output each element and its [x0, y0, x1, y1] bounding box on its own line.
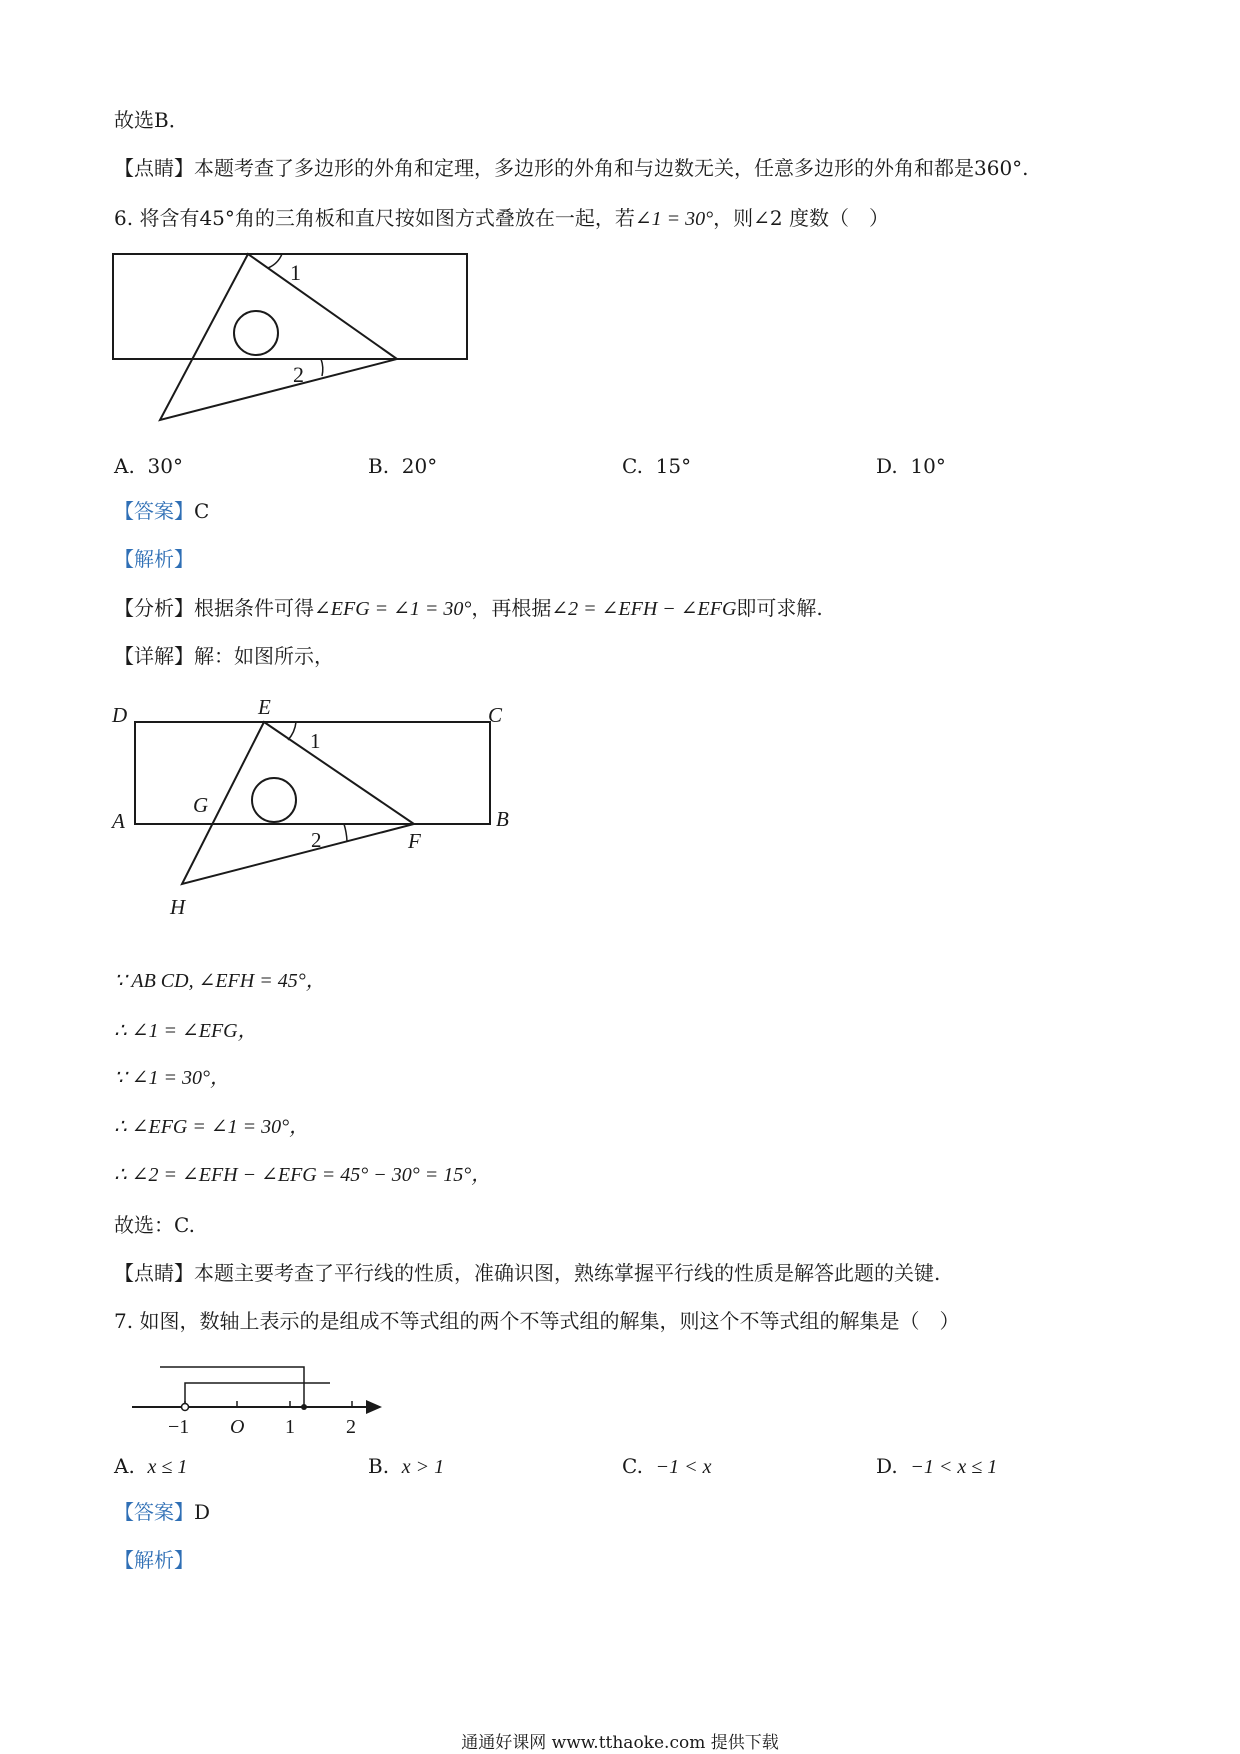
label-a: A — [112, 809, 125, 833]
option-value: 15° — [655, 454, 692, 478]
option-key: A. — [114, 1454, 135, 1478]
analysis-prefix: 【分析】根据条件可得 — [114, 596, 314, 620]
axis-label-neg1: −1 — [168, 1416, 190, 1438]
option-key: B. — [368, 454, 390, 478]
q6-step-5: ∴ ∠2 = ∠EFH − ∠EFG = 45° − 30° = 15°， — [114, 1164, 492, 1186]
q6-analysis-tag: 【解析】 — [114, 547, 194, 571]
solution-ray-upper — [160, 1367, 304, 1407]
angle-2-arc — [321, 359, 323, 376]
label-f: F — [408, 829, 421, 853]
q6-option-d — [876, 452, 946, 480]
angle-2-arc — [344, 824, 347, 841]
label-g: G — [193, 793, 209, 817]
q6-analysis — [114, 594, 823, 623]
axis-label-origin: O — [230, 1416, 245, 1438]
q6-stem-prefix: 6. 将含有45°角的三角板和直尺按如图方式叠放在一起，若 — [114, 206, 635, 230]
q6-stem — [114, 204, 889, 233]
q6-step-2: ∴ ∠1 = ∠EFG， — [114, 1020, 258, 1042]
solution-ray-lower — [185, 1383, 330, 1407]
q7-option-b — [368, 1452, 444, 1481]
open-dot — [182, 1404, 189, 1411]
label-c: C — [488, 703, 503, 727]
option-key: A. — [114, 454, 135, 478]
previous-comment: 【点睛】本题考查了多边形的外角和定理，多边形的外角和与边数无关，任意多边形的外角和都是360°. — [114, 156, 1029, 180]
axis-label-1: 1 — [285, 1416, 295, 1438]
angle-1-arc — [268, 254, 282, 268]
answer-value: C — [194, 499, 210, 523]
q6-option-a — [114, 452, 183, 480]
option-value: −1 < x — [655, 1456, 712, 1478]
option-value: x > 1 — [401, 1456, 445, 1478]
axis-arrow-icon — [366, 1400, 382, 1414]
q6-comment: 【点睛】本题主要考查了平行线的性质，准确识图，熟练掌握平行线的性质是解答此题的关键. — [114, 1261, 941, 1285]
page-footer: 通通好课网 www.tthaoke.com 提供下载 — [461, 1733, 779, 1753]
label-h: H — [170, 895, 186, 919]
q6-step-4: ∴ ∠EFG = ∠1 = 30°， — [114, 1116, 310, 1138]
q6-detail: 【详解】解：如图所示， — [114, 644, 334, 668]
q6-choice: 故选：C. — [114, 1213, 195, 1237]
angle-1-label: 1 — [310, 729, 321, 753]
analysis-suffix: 即可求解. — [736, 596, 823, 620]
answer-tag: 【答案】 — [114, 1500, 194, 1524]
q7-option-c — [622, 1452, 712, 1481]
option-value: 20° — [401, 454, 438, 478]
q6-answer — [114, 497, 209, 525]
option-key: C. — [622, 454, 643, 478]
q7-stem: 7. 如图，数轴上表示的是组成不等式组的两个不等式组的解集，则这个不等式组的解集是（ ） — [114, 1309, 960, 1333]
analysis-math-1: ∠EFG = ∠1 = 30° — [314, 598, 472, 620]
q6-figure-1 — [110, 250, 475, 430]
angle-2-label: 2 — [293, 362, 304, 387]
q7-analysis-tag: 【解析】 — [114, 1548, 194, 1572]
q6-step-3: ∵ ∠1 = 30°， — [114, 1067, 230, 1089]
option-value: 30° — [147, 454, 183, 478]
angle-1-arc — [288, 722, 296, 740]
label-d: D — [112, 703, 128, 727]
closed-dot — [301, 1404, 307, 1410]
q6-step-1: ∵ AB CD, ∠EFH = 45°， — [114, 970, 326, 992]
angle-2-label: 2 — [311, 828, 322, 852]
q7-answer — [114, 1498, 210, 1526]
q7-option-d — [876, 1452, 997, 1481]
q6-stem-suffix: ，则∠2 度数（ ） — [713, 206, 889, 230]
q6-stem-math: ∠1 = 30° — [634, 208, 714, 230]
triangle-hole — [234, 311, 278, 355]
option-value: −1 < x ≤ 1 — [910, 1456, 998, 1478]
option-key: D. — [876, 454, 898, 478]
analysis-mid: ，再根据 — [471, 596, 552, 620]
angle-1-label: 1 — [290, 260, 301, 285]
analysis-math-2: ∠2 = ∠EFH − ∠EFG — [551, 598, 737, 620]
q7-number-line — [130, 1365, 390, 1438]
option-value: x ≤ 1 — [147, 1456, 188, 1478]
label-e: E — [258, 695, 271, 719]
q6-figure-2 — [108, 692, 528, 922]
answer-value: D — [194, 1500, 211, 1524]
answer-tag: 【答案】 — [114, 499, 194, 523]
triangle-hole — [252, 778, 296, 822]
axis-label-2: 2 — [346, 1416, 356, 1438]
label-b: B — [496, 807, 509, 831]
option-value: 10° — [910, 454, 946, 478]
option-key: B. — [368, 1454, 390, 1478]
previous-choice: 故选B． — [114, 108, 189, 132]
triangle-board — [182, 722, 414, 884]
option-key: C. — [622, 1454, 643, 1478]
q6-option-b — [368, 452, 437, 480]
q7-option-a — [114, 1452, 187, 1481]
option-key: D. — [876, 1454, 898, 1478]
q6-option-c — [622, 452, 691, 480]
